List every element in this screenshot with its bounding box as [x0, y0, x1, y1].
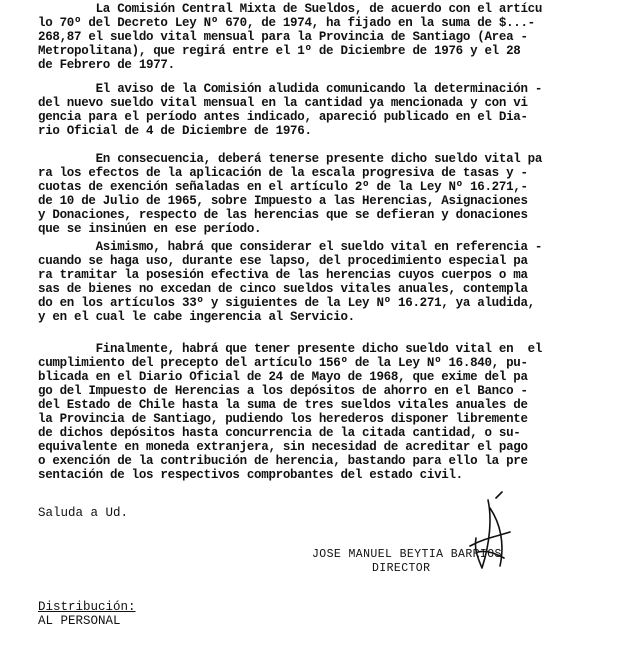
text-line: ra los efectos de la aplicación de la escala progresiva de tasas y - [38, 166, 528, 180]
text-line: lo 70º del Decreto Ley Nº 670, de 1974, ha fijado en la suma de $...- [38, 16, 535, 30]
text-line: Finalmente, habrá que tener presente dicho sueldo vital en el [38, 342, 543, 356]
text-line: que se insinúen en ese período. [38, 222, 262, 236]
text-line: y en el cual le cabe ingerencia al Servicio. [38, 310, 355, 324]
text-line: de 10 de Julio de 1965, sobre Impuesto a las Herencias, Asignaciones [38, 194, 528, 208]
text-line: Metropolitana), que regirá entre el 1º de Diciembre de 1976 y el 28 [38, 44, 521, 58]
text-line: cumplimiento del precepto del artículo 156º de la Ley Nº 16.840, pu- [38, 356, 528, 370]
text-line: y Donaciones, respecto de las herencias que se defieran y donaciones [38, 208, 528, 222]
text-line: 268,87 el sueldo vital mensual para la Provincia de Santiago (Area - [38, 30, 528, 44]
text-line: ra tramitar la posesión efectiva de las herencias cuyos cuerpos o ma [38, 268, 528, 282]
handwritten-signature [430, 488, 550, 588]
closing-text: Saluda a Ud. [38, 506, 129, 520]
signatory-title: DIRECTOR [372, 562, 431, 575]
text-line: cuotas de exención señaladas en el artículo 2º de la Ley Nº 16.271,- [38, 180, 528, 194]
text-line: sas de bienes no excedan de cinco sueldos vitales anuales, contempla [38, 282, 528, 296]
text-line: La Comisión Central Mixta de Sueldos, de acuerdo con el artícu [38, 2, 543, 16]
text-line: la Provincia de Santiago, pudiendo los herederos disponer libremente [38, 412, 528, 426]
text-line: de Febrero de 1977. [38, 58, 175, 72]
distribution-item: AL PERSONAL [38, 614, 121, 628]
text-line: del nuevo sueldo vital mensual en la cantidad ya mencionada y con vi [38, 96, 528, 110]
text-line: do en los artículos 33º y siguientes de la Ley Nº 16.271, ya aludida, [38, 296, 535, 310]
text-line: blicada en el Diario Oficial de 24 de Mayo de 1968, que exime del pa [38, 370, 528, 384]
text-line: rio Oficial de 4 de Diciembre de 1976. [38, 124, 312, 138]
text-line: de dichos depósitos hasta concurrencia de la citada cantidad, o su- [38, 426, 521, 440]
signatory-name: JOSE MANUEL BEYTIA BARRIOS [312, 548, 502, 561]
distribution-heading: Distribución: [38, 600, 136, 614]
text-line: gencia para el período antes indicado, apareció publicado en el Dia- [38, 110, 528, 124]
text-line: o exención de la contribución de herencia, bastando para ello la pre [38, 454, 528, 468]
text-line: El aviso de la Comisión aludida comunicando la determinación - [38, 82, 543, 96]
text-line: Asimismo, habrá que considerar el sueldo vital en referencia - [38, 240, 543, 254]
text-line: go del Impuesto de Herencias a los depósitos de ahorro en el Banco - [38, 384, 528, 398]
text-line: En consecuencia, deberá tenerse presente dicho sueldo vital pa [38, 152, 543, 166]
text-line: equivalente en moneda extranjera, sin necesidad de acreditar el pago [38, 440, 528, 454]
text-line: cuando se haga uso, durante ese lapso, del procedimiento especial pa [38, 254, 528, 268]
text-line: sentación de los respectivos comprobantes del estado civil. [38, 468, 463, 482]
text-line: del Estado de Chile hasta la suma de tres sueldos vitales anuales de [38, 398, 528, 412]
